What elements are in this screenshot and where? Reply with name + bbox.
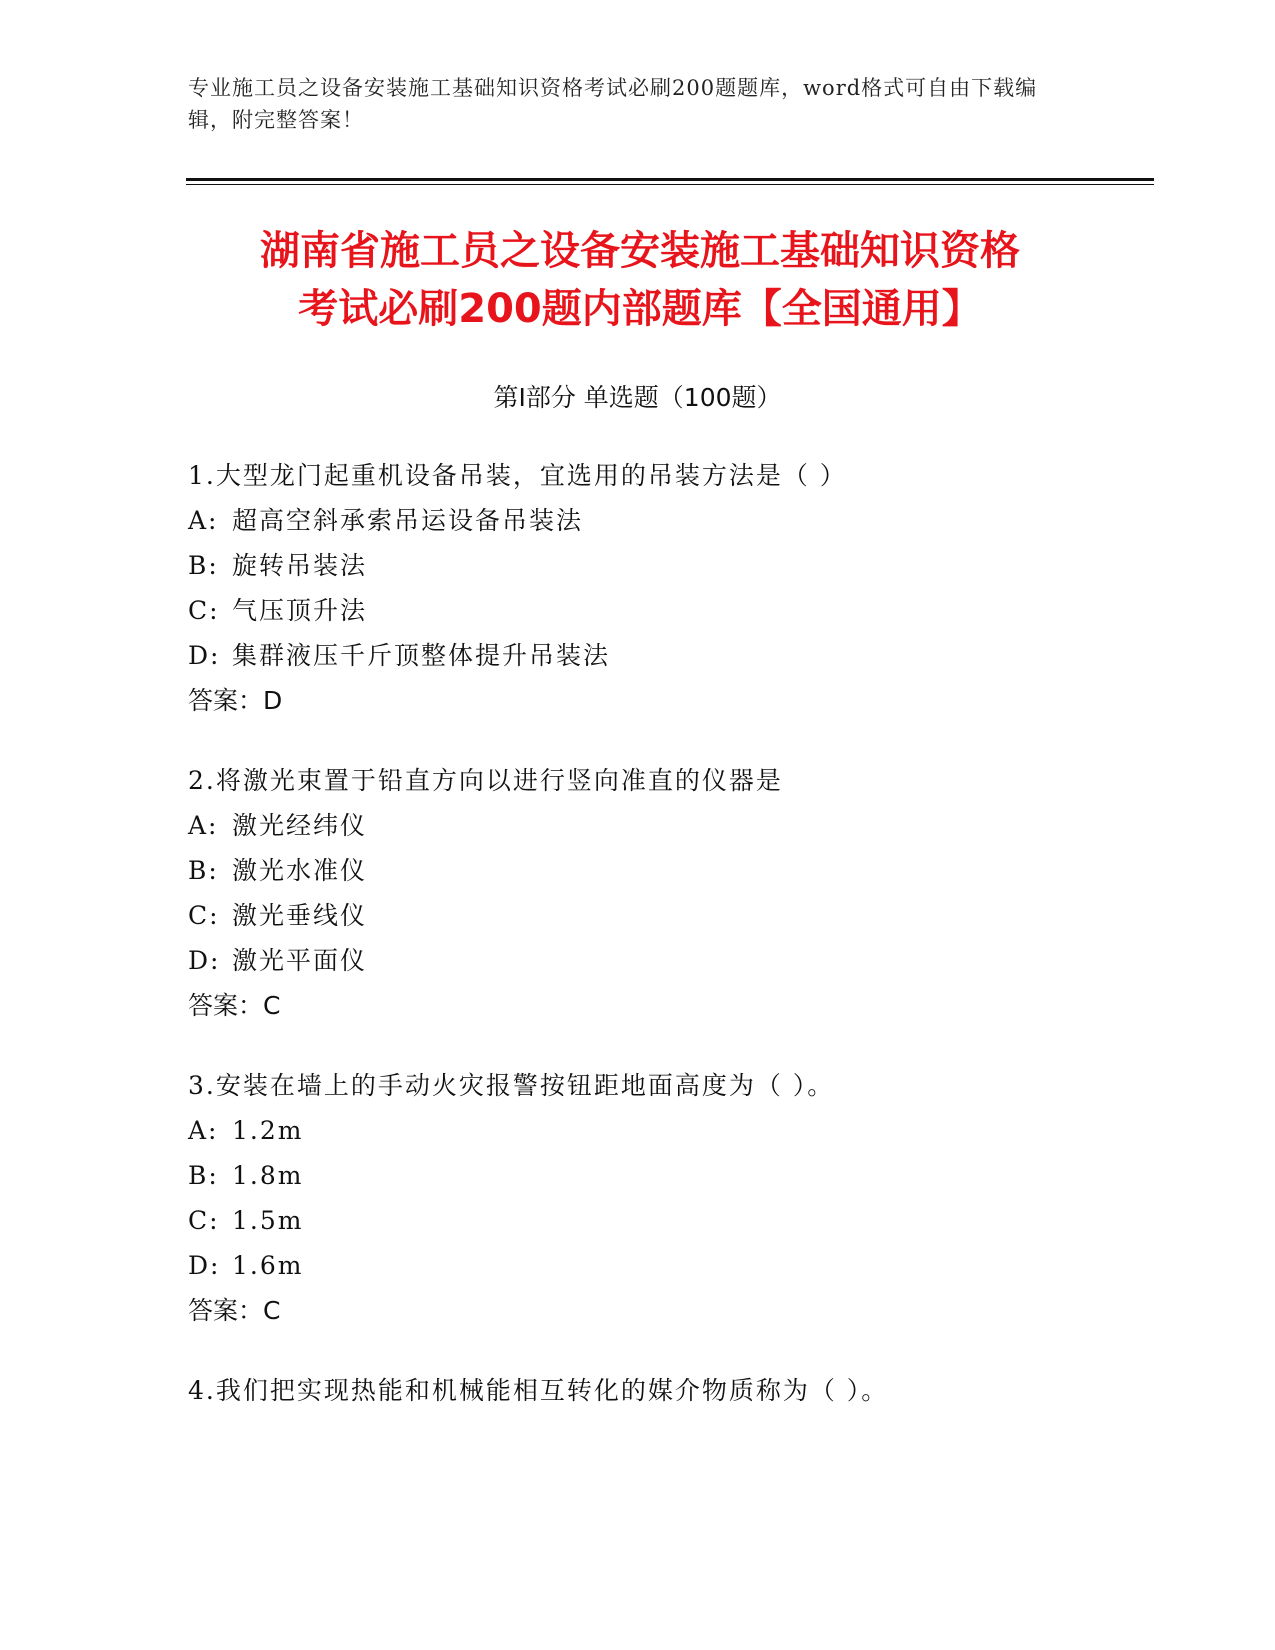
option-text: 激光经纬仪 bbox=[232, 811, 368, 840]
header-note: 专业施工员之设备安装施工基础知识资格考试必刷200题题库，word格式可自由下载编辑，附完整答案！ bbox=[188, 76, 1038, 132]
option-c bbox=[188, 893, 1148, 938]
option-c bbox=[188, 1198, 1148, 1243]
answer: 答案：D bbox=[188, 686, 283, 715]
option-letter: C: bbox=[188, 596, 220, 625]
answer: 答案：C bbox=[188, 1296, 281, 1325]
option-b bbox=[188, 848, 1148, 893]
question-4 bbox=[188, 1368, 1148, 1413]
option-a bbox=[188, 1108, 1148, 1153]
question-stem: 4.我们把实现热能和机械能相互转化的媒介物质称为（ ）。 bbox=[188, 1376, 889, 1405]
option-letter: A: bbox=[188, 506, 219, 535]
option-a bbox=[188, 803, 1148, 848]
question-2 bbox=[188, 758, 1148, 1028]
answer: 答案：C bbox=[188, 991, 281, 1020]
option-a bbox=[188, 498, 1148, 543]
option-text: 超高空斜承索吊运设备吊装法 bbox=[232, 506, 584, 535]
option-text: 激光垂线仪 bbox=[232, 901, 368, 930]
option-text: 集群液压千斤顶整体提升吊装法 bbox=[232, 641, 611, 670]
option-text: 气压顶升法 bbox=[232, 596, 368, 625]
option-letter: D: bbox=[188, 641, 221, 670]
option-d bbox=[188, 938, 1148, 983]
option-letter: B: bbox=[188, 856, 219, 885]
option-text: 旋转吊装法 bbox=[232, 551, 368, 580]
option-text: 1.6m bbox=[232, 1251, 304, 1280]
document-title-line2: 考试必刷200题内部题库【全国通用】 bbox=[298, 286, 982, 332]
option-b bbox=[188, 1153, 1148, 1198]
option-d bbox=[188, 633, 1148, 678]
question-stem: 1.大型龙门起重机设备吊装，宜选用的吊装方法是（ ） bbox=[188, 461, 847, 490]
option-letter: D: bbox=[188, 1251, 221, 1280]
option-letter: D: bbox=[188, 946, 221, 975]
option-text: 激光平面仪 bbox=[232, 946, 368, 975]
question-stem: 2.将激光束置于铅直方向以进行竖向准直的仪器是 bbox=[188, 766, 783, 795]
section-title: 第Ⅰ部分 单选题（100题） bbox=[493, 383, 782, 412]
document-title-line1: 湖南省施工员之设备安装施工基础知识资格 bbox=[260, 228, 1020, 274]
document-title bbox=[150, 222, 1130, 338]
option-letter: A: bbox=[188, 811, 219, 840]
option-text: 1.2m bbox=[232, 1116, 304, 1145]
option-c bbox=[188, 588, 1148, 633]
option-b bbox=[188, 543, 1148, 588]
option-text: 1.5m bbox=[232, 1206, 304, 1235]
question-3 bbox=[188, 1063, 1148, 1333]
option-letter: A: bbox=[188, 1116, 219, 1145]
question-stem: 3.安装在墙上的手动火灾报警按钮距地面高度为（ ）。 bbox=[188, 1071, 835, 1100]
option-text: 1.8m bbox=[232, 1161, 304, 1190]
option-letter: B: bbox=[188, 1161, 219, 1190]
option-d bbox=[188, 1243, 1148, 1288]
option-letter: B: bbox=[188, 551, 219, 580]
option-text: 激光水准仪 bbox=[232, 856, 368, 885]
header-divider-thin bbox=[186, 184, 1154, 185]
option-letter: C: bbox=[188, 1206, 220, 1235]
option-letter: C: bbox=[188, 901, 220, 930]
question-1 bbox=[188, 453, 1148, 723]
header-divider-thick bbox=[186, 178, 1154, 181]
